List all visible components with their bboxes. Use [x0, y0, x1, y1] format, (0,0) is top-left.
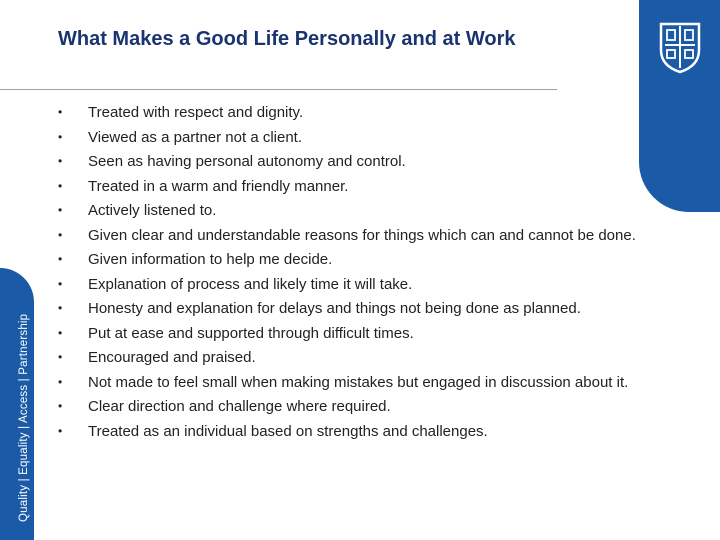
- bullet-text: Not made to feel small when making mistakes but engaged in discussion about it.: [88, 373, 629, 391]
- bullet-item: [58, 347, 668, 368]
- bullet-item: [58, 323, 668, 344]
- bullet-text: Given information to help me decide.: [88, 251, 333, 268]
- bullet-text: Explanation of process and likely time it will take.: [88, 275, 413, 293]
- bullet-text: Seen as having personal autonomy and control.: [88, 153, 406, 170]
- bullet-item: [58, 298, 668, 319]
- bullet-text: Put at ease and supported through difficult times.: [88, 324, 414, 342]
- bullet-list: [58, 102, 668, 445]
- bullet-text: Clear direction and challenge where required.: [88, 398, 391, 415]
- bullet-dot: •: [58, 105, 63, 119]
- bullet-text: Treated in a warm and friendly manner.: [88, 177, 349, 195]
- bullet-text: Actively listened to.: [88, 202, 217, 219]
- bullet-item: [58, 372, 668, 393]
- bullet-dot: •: [58, 252, 63, 266]
- slide-title: What Makes a Good Life Personally and at Work: [58, 28, 516, 50]
- bullet-item: [58, 127, 668, 148]
- bullet-item: [58, 102, 668, 123]
- bullet-dot: •: [58, 276, 63, 291]
- bullet-dot: •: [58, 374, 63, 389]
- bullet-dot: •: [58, 399, 63, 413]
- bullet-text: Given clear and understandable reasons for things which can and cannot be done.: [88, 226, 636, 244]
- bullet-item: [58, 176, 668, 197]
- shield-logo-icon: [657, 20, 703, 74]
- bullet-dot: •: [58, 325, 63, 340]
- bullet-item: [58, 274, 668, 295]
- bullet-item: [58, 249, 668, 270]
- bullet-item: [58, 421, 668, 442]
- bullet-dot: •: [58, 227, 63, 242]
- bullet-item: [58, 200, 668, 221]
- tagline: Quality | Equality | Access | Partnership: [18, 313, 30, 522]
- bullet-dot: •: [58, 203, 63, 217]
- bullet-text: Honesty and explanation for delays and things not being done as planned.: [88, 300, 581, 317]
- bullet-dot: •: [58, 154, 63, 168]
- bullet-dot: •: [58, 423, 63, 438]
- bullet-item: [58, 225, 668, 246]
- bullet-text: Encouraged and praised.: [88, 349, 256, 366]
- bullet-text: Viewed as a partner not a client.: [88, 128, 303, 146]
- bullet-dot: •: [58, 350, 63, 364]
- bullet-dot: •: [58, 129, 63, 144]
- title-divider: [0, 89, 557, 90]
- bullet-text: Treated as an individual based on strengths and challenges.: [88, 422, 488, 440]
- bullet-text: Treated with respect and dignity.: [88, 104, 304, 121]
- bullet-item: [58, 151, 668, 172]
- bullet-dot: •: [58, 178, 63, 193]
- bullet-item: [58, 396, 668, 417]
- bullet-dot: •: [58, 301, 63, 315]
